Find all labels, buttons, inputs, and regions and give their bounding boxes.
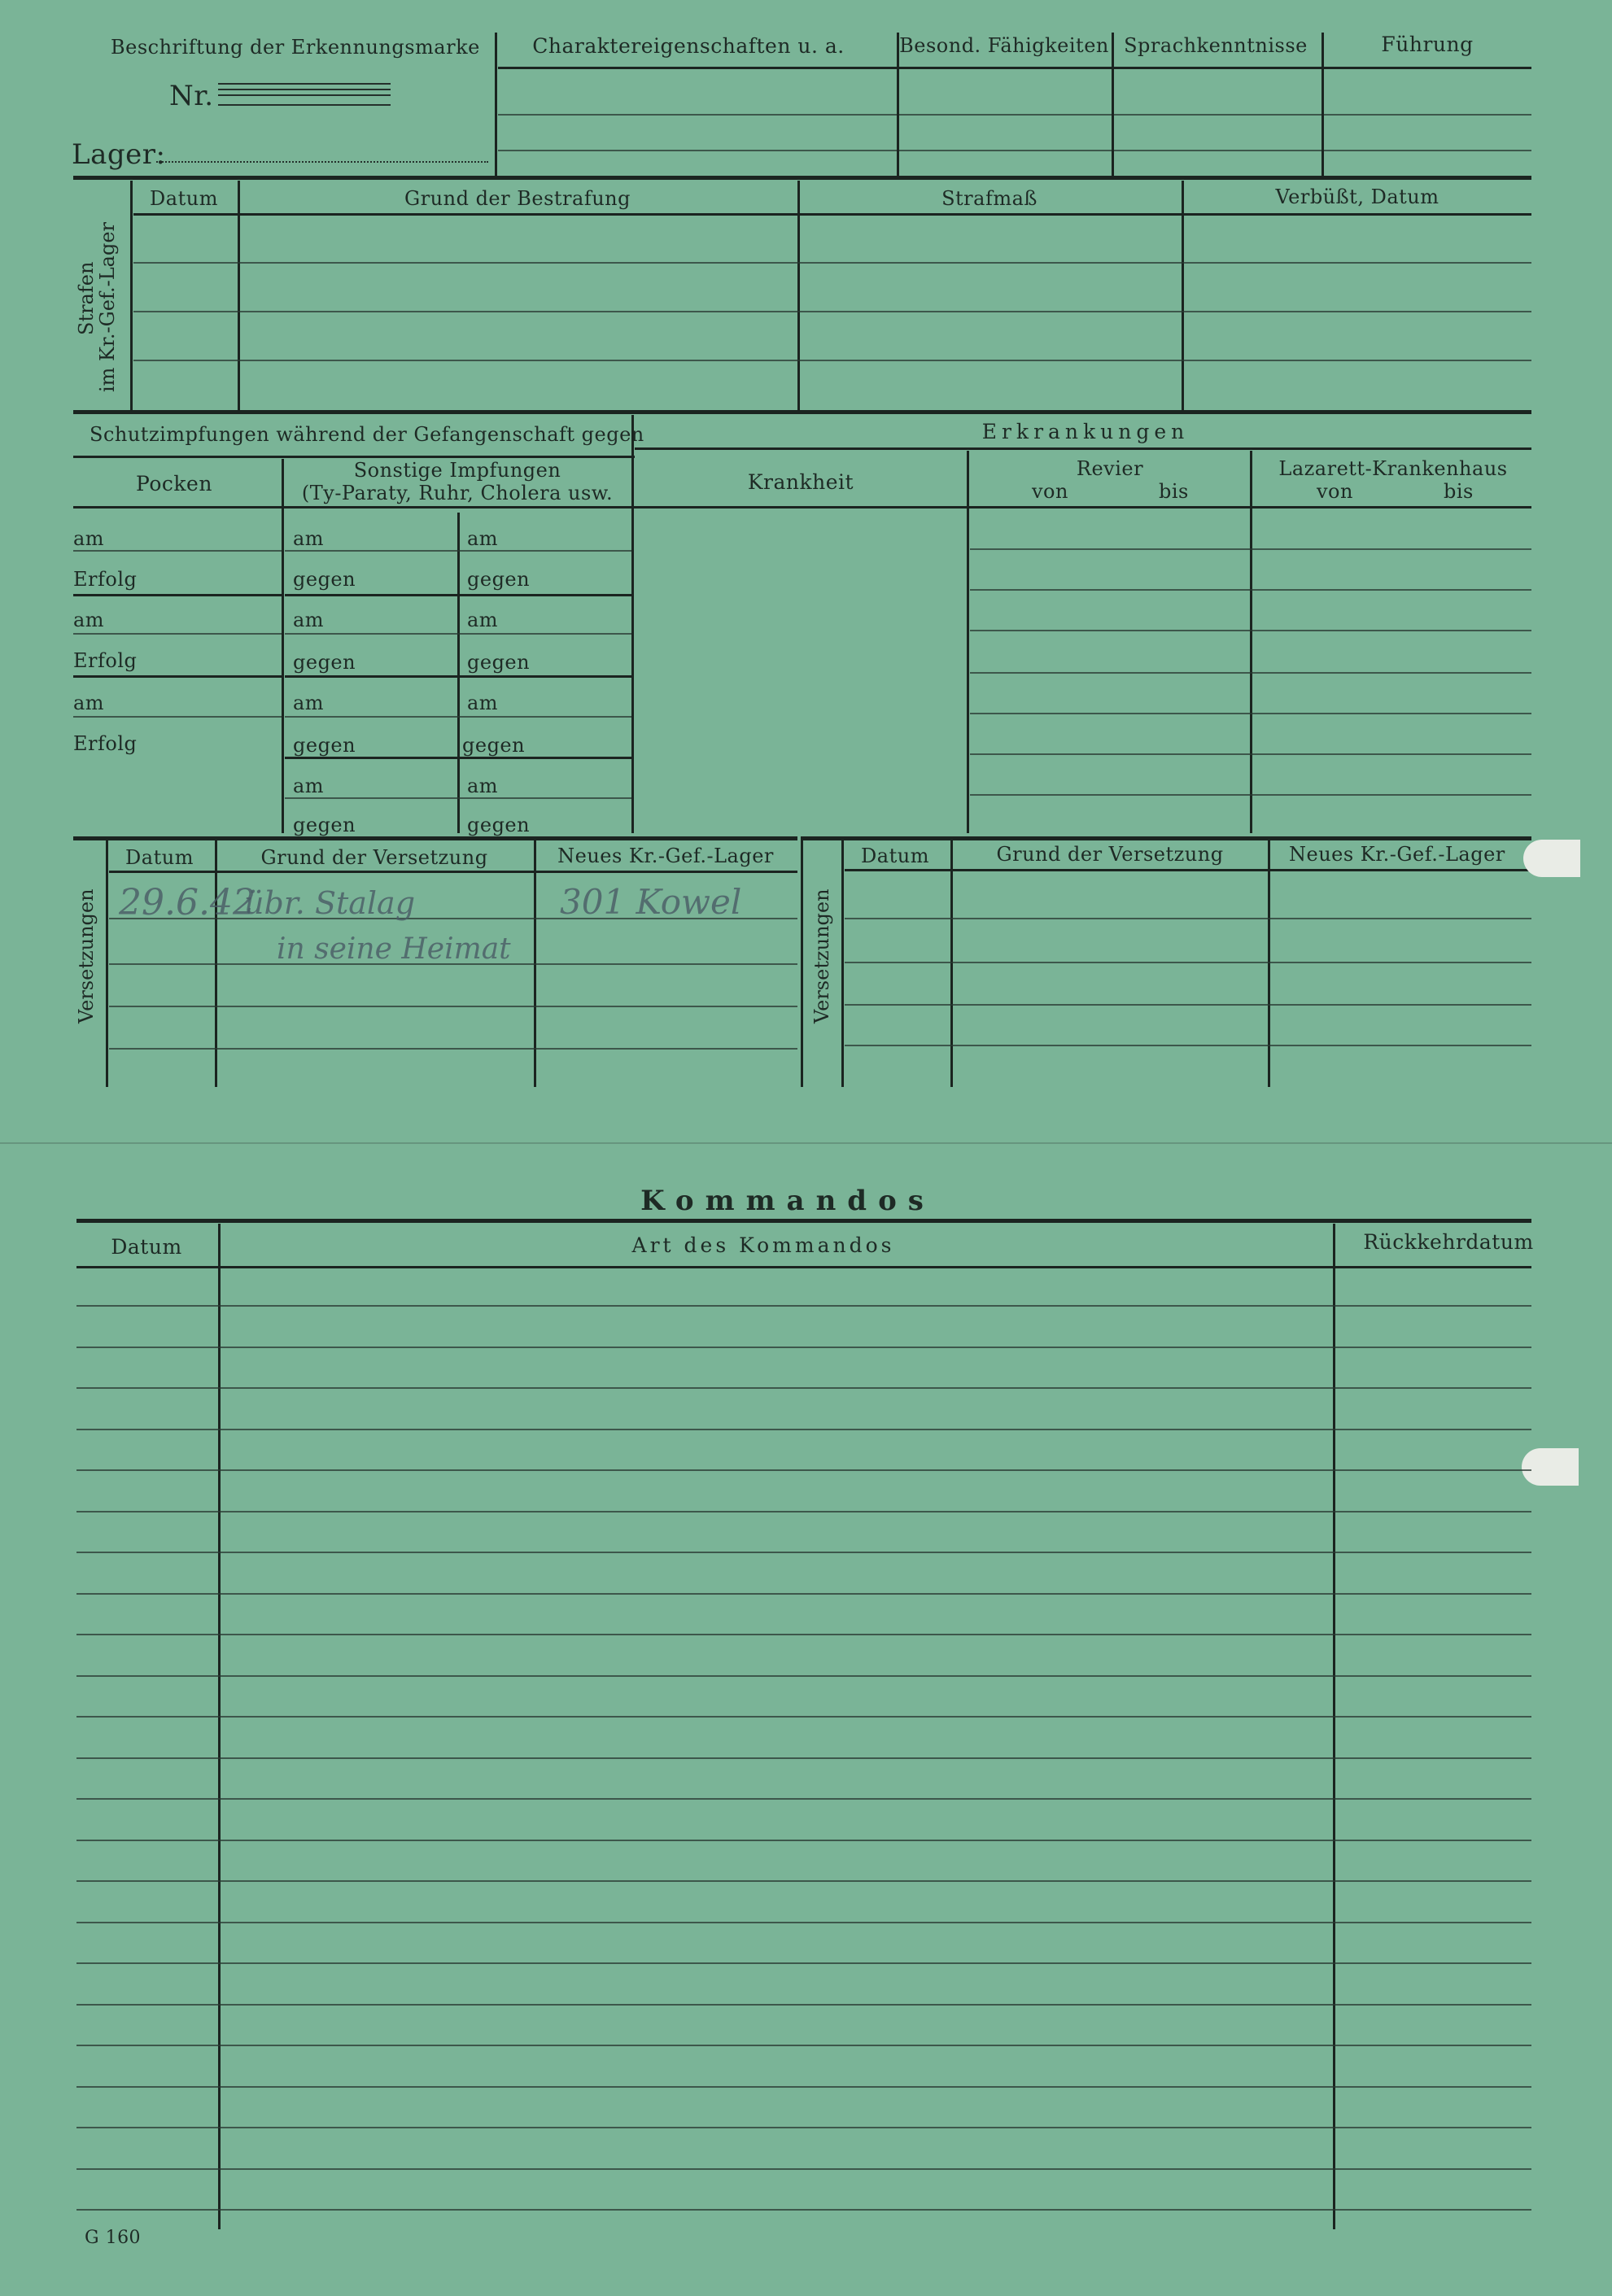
kommandos-row-line [76, 1880, 1531, 1882]
revier-von: von [1032, 480, 1068, 503]
versetzung-datum-header-right: Datum [861, 845, 929, 867]
versetzung-grund-header-left: Grund der Versetzung [260, 846, 488, 869]
pocken-header: Pocken [136, 472, 212, 495]
sonstige-a-gegen-4: gegen [293, 814, 356, 836]
lazarett-von: von [1317, 480, 1353, 503]
strafen-datum-header: Datum [150, 187, 218, 210]
sonstige-b-am-4: am [467, 775, 499, 797]
handwritten-reason-line-2: in seine Heimat [277, 932, 511, 966]
handwritten-date: 29.6.42 [119, 882, 256, 923]
kommandos-row-line [76, 2168, 1531, 2170]
kommandos-row-line [76, 1798, 1531, 1800]
sonstige-b-gegen-1: gegen [467, 568, 531, 591]
sonstige-b-gegen-4: gegen [467, 814, 531, 836]
krankheit-header: Krankheit [747, 470, 854, 494]
handwritten-camp: 301 Kowel [560, 882, 742, 922]
kommandos-row-line [76, 2045, 1531, 2046]
sonstige-a-am-3: am [293, 692, 325, 714]
versetzung-grund-header-right: Grund der Versetzung [996, 843, 1224, 866]
kommandos-row-line [76, 1840, 1531, 1841]
sonstige-b-am-1: am [467, 527, 499, 550]
kommandos-row-line [76, 1347, 1531, 1348]
strafen-grund-header: Grund der Bestrafung [404, 187, 631, 210]
sonstige-b-gegen-2: gegen [467, 651, 531, 674]
kommandos-row-line [76, 1469, 1531, 1471]
versetzung-datum-header-left: Datum [125, 846, 194, 869]
pocken-erfolg-2: Erfolg [73, 649, 138, 672]
kommandos-row-line [76, 2086, 1531, 2088]
sonstige-a-gegen-2: gegen [293, 651, 356, 674]
sonstige-a-am-2: am [293, 609, 325, 631]
kommandos-row-line [76, 1922, 1531, 1923]
fuehrung-header: Führung [1381, 33, 1474, 56]
sonstige-header-2: (Ty-Paraty, Ruhr, Cholera usw. [301, 482, 614, 504]
pocken-erfolg-3: Erfolg [73, 732, 138, 755]
kommandos-art-header: Art des Kommandos [631, 1233, 895, 1257]
punch-notch-upper [1523, 840, 1580, 877]
erkrankungen-title: Erkrankungen [981, 420, 1190, 443]
kommandos-row-line [76, 1634, 1531, 1635]
kommandos-row-line [76, 2209, 1531, 2211]
strafen-verbuesst-header: Verbüßt, Datum [1275, 186, 1439, 208]
kommandos-row-line [76, 1675, 1531, 1677]
kommandos-row-line [76, 1305, 1531, 1307]
pocken-am-1: am [73, 527, 105, 550]
charakter-header: Charaktereigenschaften u. a. [532, 34, 845, 58]
kommandos-row-line [76, 1593, 1531, 1595]
nr-lines [218, 83, 391, 106]
form-number: G 160 [85, 2228, 142, 2248]
sonstige-b-am-3: am [467, 692, 499, 714]
kommandos-row-line [76, 1716, 1531, 1718]
kommandos-row-line [76, 1962, 1531, 1964]
nr-label: Nr. [169, 80, 214, 112]
sonstige-a-gegen-1: gegen [293, 568, 356, 591]
lager-label: Lager: [72, 138, 166, 171]
punch-notch-lower [1522, 1448, 1579, 1486]
sonstige-a-am-4: am [293, 775, 325, 797]
sonstige-a-am-1: am [293, 527, 325, 550]
sonstige-b-gegen-3: gegen [462, 734, 526, 757]
pocken-erfolg-1: Erfolg [73, 568, 138, 591]
versetzungen-side-label-left: Versetzungen [75, 888, 98, 1024]
kommandos-rueckkehr-header: Rückkehrdatum [1363, 1230, 1534, 1254]
lazarett-bis: bis [1444, 480, 1474, 503]
kommandos-row-line [76, 1387, 1531, 1389]
versetzung-neues-header-right: Neues Kr.-Gef.-Lager [1289, 843, 1505, 866]
sonstige-a-gegen-3: gegen [293, 734, 356, 757]
kommandos-row-line [76, 1757, 1531, 1759]
kommandos-title: Kommandos [640, 1185, 935, 1217]
kommandos-row-line [76, 2127, 1531, 2128]
sprachkenntnisse-header: Sprachkenntnisse [1124, 34, 1308, 57]
kommandos-row-line [76, 1511, 1531, 1512]
pocken-am-2: am [73, 609, 105, 631]
faehigkeiten-header: Besond. Fähigkeiten [899, 34, 1109, 57]
erkennungsmarke-label: Beschriftung der Erkennungsmarke [111, 36, 480, 59]
kommandos-row-line [76, 1552, 1531, 1553]
strafen-strafmass-header: Strafmaß [941, 187, 1038, 210]
strafen-side-label-1: Strafen [75, 261, 98, 335]
kommandos-row-line [76, 1429, 1531, 1430]
versetzung-neues-header-left: Neues Kr.-Gef.-Lager [557, 845, 774, 867]
kommandos-datum-header: Datum [111, 1235, 182, 1259]
impfungen-title: Schutzimpfungen während der Gefangenschaft gegen [90, 423, 644, 446]
versetzungen-side-label-right: Versetzungen [810, 888, 833, 1024]
pocken-am-3: am [73, 692, 105, 714]
handwritten-reason-line-1: übr. Stalag [244, 885, 416, 921]
fold-line [0, 1142, 1612, 1144]
kommandos-row-line [76, 2004, 1531, 2006]
sonstige-b-am-2: am [467, 609, 499, 631]
revier-bis: bis [1159, 480, 1189, 503]
lager-dotted-line [156, 161, 488, 163]
sonstige-header-1: Sonstige Impfungen [353, 459, 561, 482]
lazarett-header: Lazarett-Krankenhaus [1278, 457, 1508, 480]
revier-header: Revier [1076, 457, 1144, 480]
strafen-side-label-2: im Kr.-Gef.-Lager [96, 222, 119, 392]
